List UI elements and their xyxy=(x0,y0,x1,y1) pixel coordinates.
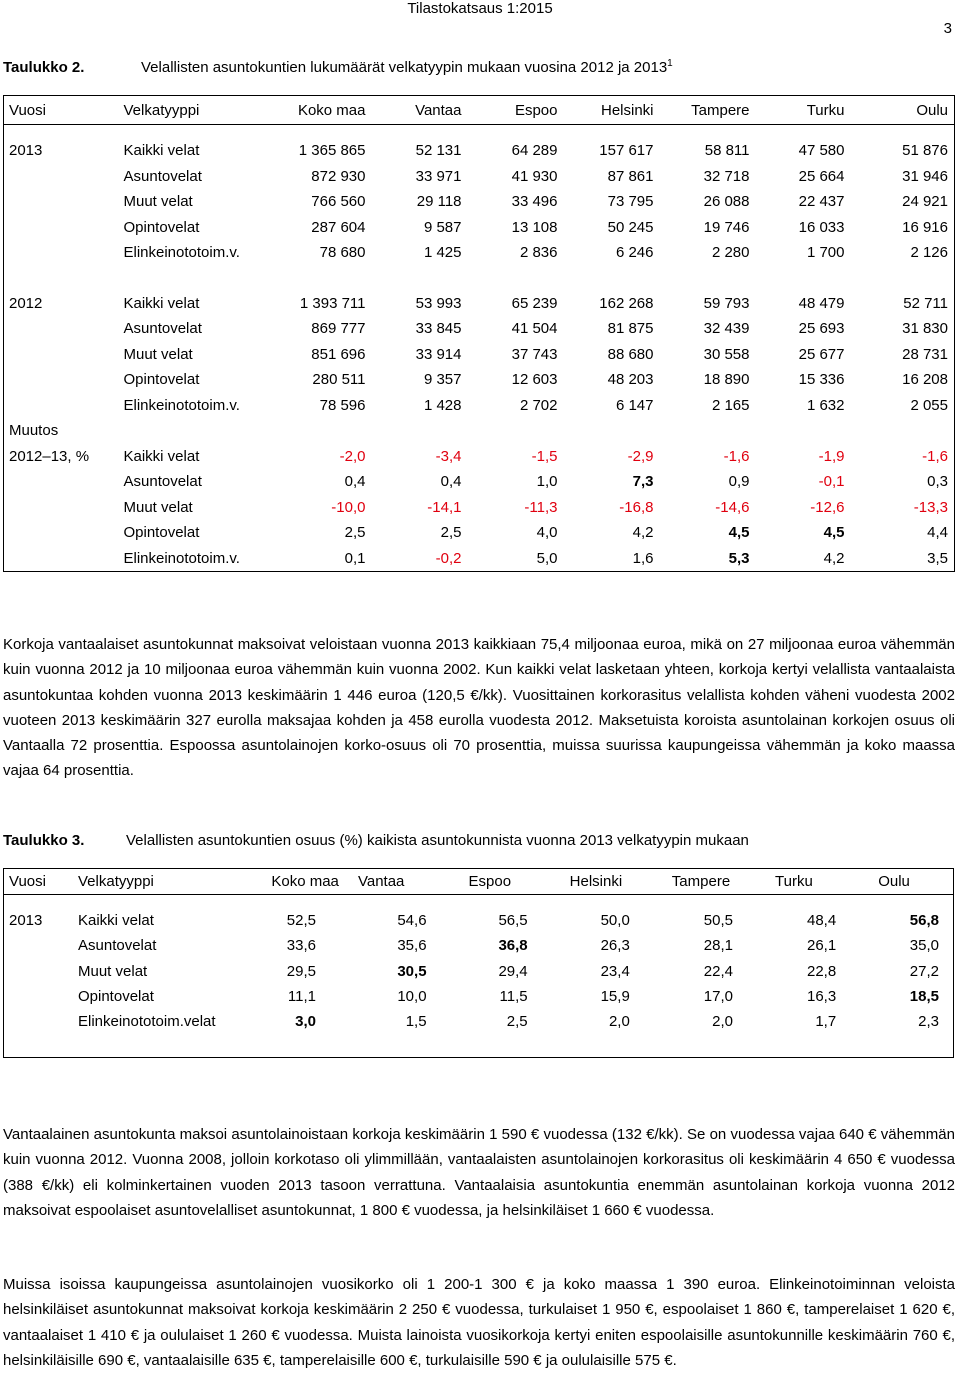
spacer-cell xyxy=(747,1034,850,1058)
debt-type-cell: Asuntovelat xyxy=(78,937,157,955)
year-cell: 2012–13, % xyxy=(4,444,119,470)
debt-type-cell: Elinkeinototoim.v. xyxy=(119,546,269,572)
table2-col-header: Turku xyxy=(756,96,851,125)
value-cell: -2,0 xyxy=(339,447,366,465)
debt-type-cell: Asuntovelat xyxy=(123,473,202,491)
debt-type-cell: Opintovelat xyxy=(78,987,154,1005)
debt-type-cell: Opintovelat xyxy=(123,524,200,542)
spacer-cell xyxy=(4,125,119,139)
table3-header-row xyxy=(4,869,954,895)
debt-type-cell: Muut velat xyxy=(123,193,193,211)
value-cell: 1,6 xyxy=(564,546,660,572)
value-cell: 48,4 xyxy=(807,912,837,930)
year-cell xyxy=(4,959,74,984)
debt-type-cell: Kaikki velat xyxy=(123,447,200,465)
value-cell: 52 131 xyxy=(415,142,462,160)
empty-cell xyxy=(269,418,372,444)
value-cell: 15 336 xyxy=(798,371,845,389)
value-cell: 15,9 xyxy=(600,987,630,1005)
value-cell: 30,5 xyxy=(397,962,427,980)
value-cell: 1 365 865 xyxy=(298,142,366,160)
debt-type-cell: Elinkeinototoim.v. xyxy=(123,396,240,414)
table2-col-header: Oulu xyxy=(851,96,955,125)
value-cell: 0,4 xyxy=(344,473,366,491)
year-cell xyxy=(4,933,74,958)
table3-col-header: Espoo xyxy=(441,869,542,895)
spacer-cell xyxy=(756,266,851,291)
debt-type-cell: Kaikki velat xyxy=(123,142,200,160)
table-row xyxy=(4,240,955,266)
value-cell: 56,8 xyxy=(850,908,953,933)
year-cell xyxy=(4,984,74,1009)
value-cell: 47 580 xyxy=(798,142,845,160)
value-cell: 4,5 xyxy=(823,524,845,542)
value-cell: 2,0 xyxy=(712,1013,733,1031)
value-cell: 51 876 xyxy=(851,138,955,164)
table2-caption xyxy=(3,58,673,76)
year-cell xyxy=(4,189,119,215)
year-cell xyxy=(4,393,119,419)
value-cell: 851 696 xyxy=(311,345,366,363)
table-row xyxy=(4,984,954,1009)
spacer-cell xyxy=(747,895,850,909)
value-cell: 2,5 xyxy=(440,524,462,542)
year-cell xyxy=(4,520,119,546)
value-cell: 41 930 xyxy=(511,167,558,185)
value-cell: 7,3 xyxy=(632,473,654,491)
value-cell: 1,0 xyxy=(536,473,558,491)
value-cell: 32 718 xyxy=(703,167,750,185)
year-cell xyxy=(4,164,119,190)
value-cell: 28 731 xyxy=(851,342,955,368)
table3-spacer xyxy=(4,895,954,909)
table3-col-header: Tampere xyxy=(644,869,747,895)
year-cell xyxy=(4,240,119,266)
table-row xyxy=(4,495,955,521)
spacer-cell xyxy=(330,895,441,909)
table-row xyxy=(4,138,955,164)
spacer-cell xyxy=(372,125,468,139)
table3-col-header: Velkatyyppi xyxy=(73,869,258,895)
empty-cell xyxy=(468,418,564,444)
table-row xyxy=(4,959,954,984)
value-cell: 78 596 xyxy=(319,396,366,414)
value-cell: 25 693 xyxy=(798,320,845,338)
paragraph-2: Vantaalainen asuntokunta maksoi asuntolainoistaan korkoja keskimäärin 1 590 € vuodessa (132 €/kk). Se on vuodessa vajaa 640 € vähemmän kuin vuonna 2012. Vuonna 2008, jolloin korkotaso oli ylimmillään, vantaalaisten asuntolainojen korkorasitus oli keskimäärin 4 650 € vuodessa (388 €/kk) eli kolminkertainen vuoden 2013 tasoon verrattuna. Vantaalaisia asuntokuntia enemmän asuntolainan korkoja vuonna 2012 maksoivat espoolaiset asuntovelalliset asuntokunnat, 1 800 € vuodessa, ja helsinkiläiset 1 660 € vuodessa. xyxy=(3,1126,955,1219)
page-header xyxy=(0,0,960,40)
spacer-cell xyxy=(119,266,269,291)
empty-cell xyxy=(564,418,660,444)
spacer-cell xyxy=(564,266,660,291)
empty-cell xyxy=(660,418,756,444)
table2-col-header: Espoo xyxy=(468,96,564,125)
value-cell: 0,4 xyxy=(440,473,462,491)
value-cell: 1 632 xyxy=(806,396,845,414)
value-cell: 33 971 xyxy=(415,167,462,185)
value-cell: 88 680 xyxy=(607,345,654,363)
value-cell: 1 700 xyxy=(806,244,845,262)
value-cell: 22,8 xyxy=(807,962,837,980)
spacer-cell xyxy=(258,895,330,909)
value-cell: 52 711 xyxy=(851,291,955,317)
year-cell xyxy=(4,342,119,368)
table-row xyxy=(4,444,955,470)
table3-col-header: Vantaa xyxy=(330,869,441,895)
year-cell xyxy=(4,316,119,342)
table3-col-header: Oulu xyxy=(850,869,953,895)
table-row xyxy=(4,469,955,495)
value-cell: 35,0 xyxy=(850,933,953,958)
value-cell: 35,6 xyxy=(397,937,427,955)
value-cell: 29,4 xyxy=(498,962,528,980)
value-cell: 16 033 xyxy=(798,218,845,236)
table3-col-header: Vuosi xyxy=(4,869,74,895)
spacer-cell xyxy=(269,125,372,139)
value-cell: 3,0 xyxy=(295,1013,316,1031)
paragraph-3: Muissa isoissa kaupungeissa asuntolainojen vuosikorko oli 1 200-1 300 € ja koko maassa 1 390 euroa. Elinkeinotoiminnan veloista helsinkiläiset asuntokunnat maksoivat korkoja keskimäärin 2 250 € vuodessa, turkulaiset 1 950 €, espoolaiset 1 860 €, tamperelaiset 1 620 €, vantaalaiset 1 410 € ja oululaiset 1 260 € vuodessa. Muista lainoista vuosikorkoja kertyi eniten espoolaisille asuntokunnille keskimäärin 760 €, helsinkiläisille 690 €, vantaalaisille 635 €, tamperelaisille 600 €, turkulaisille 590 € ja oululaisille 575 €. xyxy=(3,1276,955,1369)
spacer-cell xyxy=(468,125,564,139)
value-cell: 23,4 xyxy=(600,962,630,980)
value-cell: 22,4 xyxy=(703,962,733,980)
spacer-cell xyxy=(269,266,372,291)
spacer-cell xyxy=(851,266,955,291)
value-cell: 30 558 xyxy=(703,345,750,363)
value-cell: 26,1 xyxy=(807,937,837,955)
value-cell: 31 830 xyxy=(851,316,955,342)
value-cell: 2 836 xyxy=(519,244,558,262)
value-cell: 1 428 xyxy=(423,396,462,414)
table2-spacer xyxy=(4,266,955,291)
change-label: Muutos xyxy=(4,418,119,444)
spacer-cell xyxy=(851,125,955,139)
value-cell: 48 203 xyxy=(607,371,654,389)
value-cell: -10,0 xyxy=(331,498,366,516)
value-cell: 4,5 xyxy=(728,524,750,542)
value-cell: 54,6 xyxy=(397,912,427,930)
table-row xyxy=(4,316,955,342)
debt-type-cell: Muut velat xyxy=(78,962,148,980)
value-cell: 87 861 xyxy=(607,167,654,185)
value-cell: -1,6 xyxy=(723,447,750,465)
value-cell: 16 916 xyxy=(851,215,955,241)
value-cell: 22 437 xyxy=(798,193,845,211)
value-cell: 28,1 xyxy=(703,937,733,955)
spacer-cell xyxy=(330,1034,441,1058)
value-cell: 48 479 xyxy=(798,294,845,312)
table3-caption xyxy=(3,832,749,849)
value-cell: 19 746 xyxy=(703,218,750,236)
value-cell: 2,0 xyxy=(608,1013,630,1031)
table3 xyxy=(3,868,954,1058)
value-cell: -1,5 xyxy=(531,447,558,465)
table3-label: Taulukko 3. xyxy=(3,832,85,849)
table-row xyxy=(4,189,955,215)
table-row xyxy=(4,520,955,546)
year-cell: 2013 xyxy=(4,908,74,933)
value-cell: 13 108 xyxy=(511,218,558,236)
value-cell: 2 126 xyxy=(851,240,955,266)
value-cell: 58 811 xyxy=(704,142,750,160)
value-cell: 2 055 xyxy=(851,393,955,419)
value-cell: 33 496 xyxy=(511,193,558,211)
debt-type-cell: Muut velat xyxy=(123,345,193,363)
spacer-cell xyxy=(644,895,747,909)
value-cell: 18 890 xyxy=(703,371,750,389)
table2-footnote-mark: 1 xyxy=(667,58,673,69)
year-cell xyxy=(4,546,119,572)
table-row xyxy=(4,393,955,419)
year-cell xyxy=(4,469,119,495)
value-cell: 78 680 xyxy=(319,244,366,262)
spacer-cell xyxy=(644,1034,747,1058)
empty-cell xyxy=(372,418,468,444)
table-row xyxy=(4,1009,954,1034)
table2-spacer xyxy=(4,125,955,139)
value-cell: 17,0 xyxy=(703,987,733,1005)
value-cell: -12,6 xyxy=(810,498,845,516)
value-cell: 4,2 xyxy=(632,524,654,542)
value-cell: 11,1 xyxy=(287,987,316,1005)
value-cell: 1 393 711 xyxy=(299,294,366,312)
value-cell: 5,3 xyxy=(660,546,756,572)
debt-type-cell: Opintovelat xyxy=(123,371,200,389)
debt-type-cell: Kaikki velat xyxy=(123,294,200,312)
debt-type-cell: Asuntovelat xyxy=(123,320,202,338)
value-cell: -11,3 xyxy=(524,498,558,516)
value-cell: -0,2 xyxy=(372,546,468,572)
table2-col-header: Tampere xyxy=(660,96,756,125)
debt-type-cell: Opintovelat xyxy=(123,218,200,236)
value-cell: 29 118 xyxy=(416,193,462,211)
value-cell: 1,5 xyxy=(405,1013,427,1031)
table2 xyxy=(3,95,955,572)
value-cell: 11,5 xyxy=(499,987,528,1005)
table2-col-header: Koko maa xyxy=(269,96,372,125)
value-cell: 26,3 xyxy=(600,937,630,955)
spacer-cell xyxy=(4,1034,74,1058)
value-cell: 33 845 xyxy=(415,320,462,338)
value-cell: 0,3 xyxy=(851,469,955,495)
spacer-cell xyxy=(4,266,119,291)
spacer-cell xyxy=(542,1034,644,1058)
debt-type-cell: Kaikki velat xyxy=(78,912,154,930)
header-title: Tilastokatsaus 1:2015 xyxy=(407,0,553,17)
value-cell: -16,8 xyxy=(619,498,654,516)
value-cell: 162 268 xyxy=(599,294,654,312)
value-cell: -14,6 xyxy=(715,498,750,516)
value-cell: 25 664 xyxy=(798,167,845,185)
debt-type-cell: Elinkeinototoim.velat xyxy=(78,1013,216,1031)
spacer-cell xyxy=(660,266,756,291)
value-cell: 0,1 xyxy=(269,546,372,572)
value-cell: 31 946 xyxy=(851,164,955,190)
spacer-cell xyxy=(850,1034,953,1058)
value-cell: 2,5 xyxy=(344,524,366,542)
value-cell: 27,2 xyxy=(850,959,953,984)
table3-spacer xyxy=(4,1034,954,1058)
debt-type-cell: Asuntovelat xyxy=(123,167,202,185)
value-cell: 24 921 xyxy=(851,189,955,215)
value-cell: 33 914 xyxy=(415,345,462,363)
value-cell: 2 165 xyxy=(711,396,750,414)
value-cell: 50 245 xyxy=(607,218,654,236)
spacer-cell xyxy=(850,895,953,909)
value-cell: 33,6 xyxy=(286,937,316,955)
value-cell: 32 439 xyxy=(703,320,750,338)
table2-col-header: Helsinki xyxy=(564,96,660,125)
value-cell: 41 504 xyxy=(511,320,558,338)
value-cell: 1,7 xyxy=(815,1013,837,1031)
table-row xyxy=(4,933,954,958)
value-cell: 9 587 xyxy=(423,218,462,236)
value-cell: 64 289 xyxy=(511,142,558,160)
debt-type-cell: Elinkeinototoim.v. xyxy=(123,244,240,262)
value-cell: 2,5 xyxy=(506,1013,528,1031)
value-cell: 280 511 xyxy=(312,371,366,389)
value-cell: 50,0 xyxy=(600,912,630,930)
table-row xyxy=(4,418,955,444)
year-cell xyxy=(4,1009,74,1034)
table3-col-header: Turku xyxy=(747,869,850,895)
value-cell: 3,5 xyxy=(851,546,955,572)
value-cell: 81 875 xyxy=(607,320,654,338)
value-cell: 2 280 xyxy=(711,244,750,262)
value-cell: 6 147 xyxy=(615,396,654,414)
value-cell: 287 604 xyxy=(311,218,366,236)
value-cell: -13,3 xyxy=(851,495,955,521)
spacer-cell xyxy=(756,125,851,139)
value-cell: 872 930 xyxy=(311,167,366,185)
value-cell: 36,8 xyxy=(498,937,528,955)
value-cell: 73 795 xyxy=(607,193,654,211)
value-cell: -1,9 xyxy=(818,447,845,465)
table2-header-row xyxy=(4,96,955,125)
table-row xyxy=(4,908,954,933)
value-cell: 766 560 xyxy=(311,193,366,211)
spacer-cell xyxy=(542,895,644,909)
value-cell: 65 239 xyxy=(511,294,558,312)
empty-cell xyxy=(756,418,851,444)
spacer-cell xyxy=(4,895,74,909)
value-cell: 52,5 xyxy=(286,912,316,930)
value-cell: 25 677 xyxy=(798,345,845,363)
spacer-cell xyxy=(119,125,269,139)
value-cell: 6 246 xyxy=(615,244,654,262)
value-cell: -3,4 xyxy=(435,447,462,465)
year-cell xyxy=(4,495,119,521)
value-cell: 16 208 xyxy=(851,367,955,393)
table-row xyxy=(4,291,955,317)
year-cell: 2012 xyxy=(4,291,119,317)
value-cell: 56,5 xyxy=(498,912,528,930)
value-cell: -1,6 xyxy=(851,444,955,470)
table-row xyxy=(4,367,955,393)
value-cell: 4,2 xyxy=(756,546,851,572)
value-cell: 2 702 xyxy=(519,396,558,414)
value-cell: 29,5 xyxy=(286,962,316,980)
value-cell: 10,0 xyxy=(397,987,427,1005)
value-cell: 12 603 xyxy=(511,371,558,389)
value-cell: 9 357 xyxy=(423,371,462,389)
value-cell: 1 425 xyxy=(423,244,462,262)
spacer-cell xyxy=(441,1034,542,1058)
value-cell: -0,1 xyxy=(818,473,845,491)
value-cell: 53 993 xyxy=(415,294,462,312)
value-cell: 2,3 xyxy=(850,1009,953,1034)
spacer-cell xyxy=(564,125,660,139)
table-row xyxy=(4,164,955,190)
spacer-cell xyxy=(73,895,258,909)
value-cell: 50,5 xyxy=(703,912,733,930)
spacer-cell xyxy=(468,266,564,291)
year-cell xyxy=(4,215,119,241)
value-cell: 18,5 xyxy=(850,984,953,1009)
value-cell: -2,9 xyxy=(627,447,654,465)
table2-col-header: Velkatyyppi xyxy=(119,96,269,125)
empty-cell xyxy=(851,418,955,444)
spacer-cell xyxy=(73,1034,258,1058)
year-cell xyxy=(4,367,119,393)
table3-caption-text: Velallisten asuntokuntien osuus (%) kaikista asuntokunnista vuonna 2013 velkatyypin mukaan xyxy=(126,832,749,849)
value-cell: 59 793 xyxy=(703,294,750,312)
empty-cell xyxy=(119,418,269,444)
year-cell: 2013 xyxy=(4,138,119,164)
table3-col-header: Helsinki xyxy=(542,869,644,895)
paragraph-1: Korkoja vantaalaiset asuntokunnat maksoivat veloistaan vuonna 2013 kaikkiaan 75,4 miljoonaa euroa, mikä on 27 miljoonaa euroa vähemmän kuin vuonna 2012 ja 10 miljoonaa euroa vähemmän kuin vuonna 2002. Kun kaikki velat lasketaan yhteen, korkoja kertyi velallista vantaalaista asuntokuntaa kohden vuonna 2013 keskimäärin 1 446 euroa (120,5 €/kk). Vuosittainen korkorasitus velallista kohden väheni vuodesta 2002 vuoteen 2013 keskimäärin 327 eurolla maksajaa kohden ja 458 eurolla vuodesta 2012. Maksetuista koroista asuntolainan korkojen osuus oli Vantaalla 72 prosenttia. Espoossa asuntolainojen korko-osuus oli 70 prosenttia, muissa suurissa kaupungeissa vähemmän ja koko maassa vajaa 64 prosenttia. xyxy=(3,636,955,780)
table3-col-header: Koko maa xyxy=(258,869,330,895)
value-cell: 5,0 xyxy=(468,546,564,572)
table-row xyxy=(4,546,955,572)
table2-col-header: Vantaa xyxy=(372,96,468,125)
value-cell: 4,0 xyxy=(536,524,558,542)
debt-type-cell: Muut velat xyxy=(123,498,193,516)
value-cell: 37 743 xyxy=(511,345,558,363)
table2-caption-text: Velallisten asuntokuntien lukumäärät velkatyypin mukaan vuosina 2012 ja 2013 xyxy=(141,59,668,76)
value-cell: 869 777 xyxy=(311,320,366,338)
table2-label: Taulukko 2. xyxy=(3,59,85,76)
spacer-cell xyxy=(258,1034,330,1058)
table2-col-header: Vuosi xyxy=(4,96,119,125)
value-cell: 157 617 xyxy=(599,142,654,160)
value-cell: 26 088 xyxy=(703,193,750,211)
table-row xyxy=(4,215,955,241)
spacer-cell xyxy=(372,266,468,291)
value-cell: 4,4 xyxy=(851,520,955,546)
value-cell: 16,3 xyxy=(807,987,837,1005)
value-cell: 0,9 xyxy=(728,473,750,491)
page-number: 3 xyxy=(943,20,952,37)
table-row xyxy=(4,342,955,368)
spacer-cell xyxy=(441,895,542,909)
spacer-cell xyxy=(660,125,756,139)
value-cell: -14,1 xyxy=(427,498,462,516)
